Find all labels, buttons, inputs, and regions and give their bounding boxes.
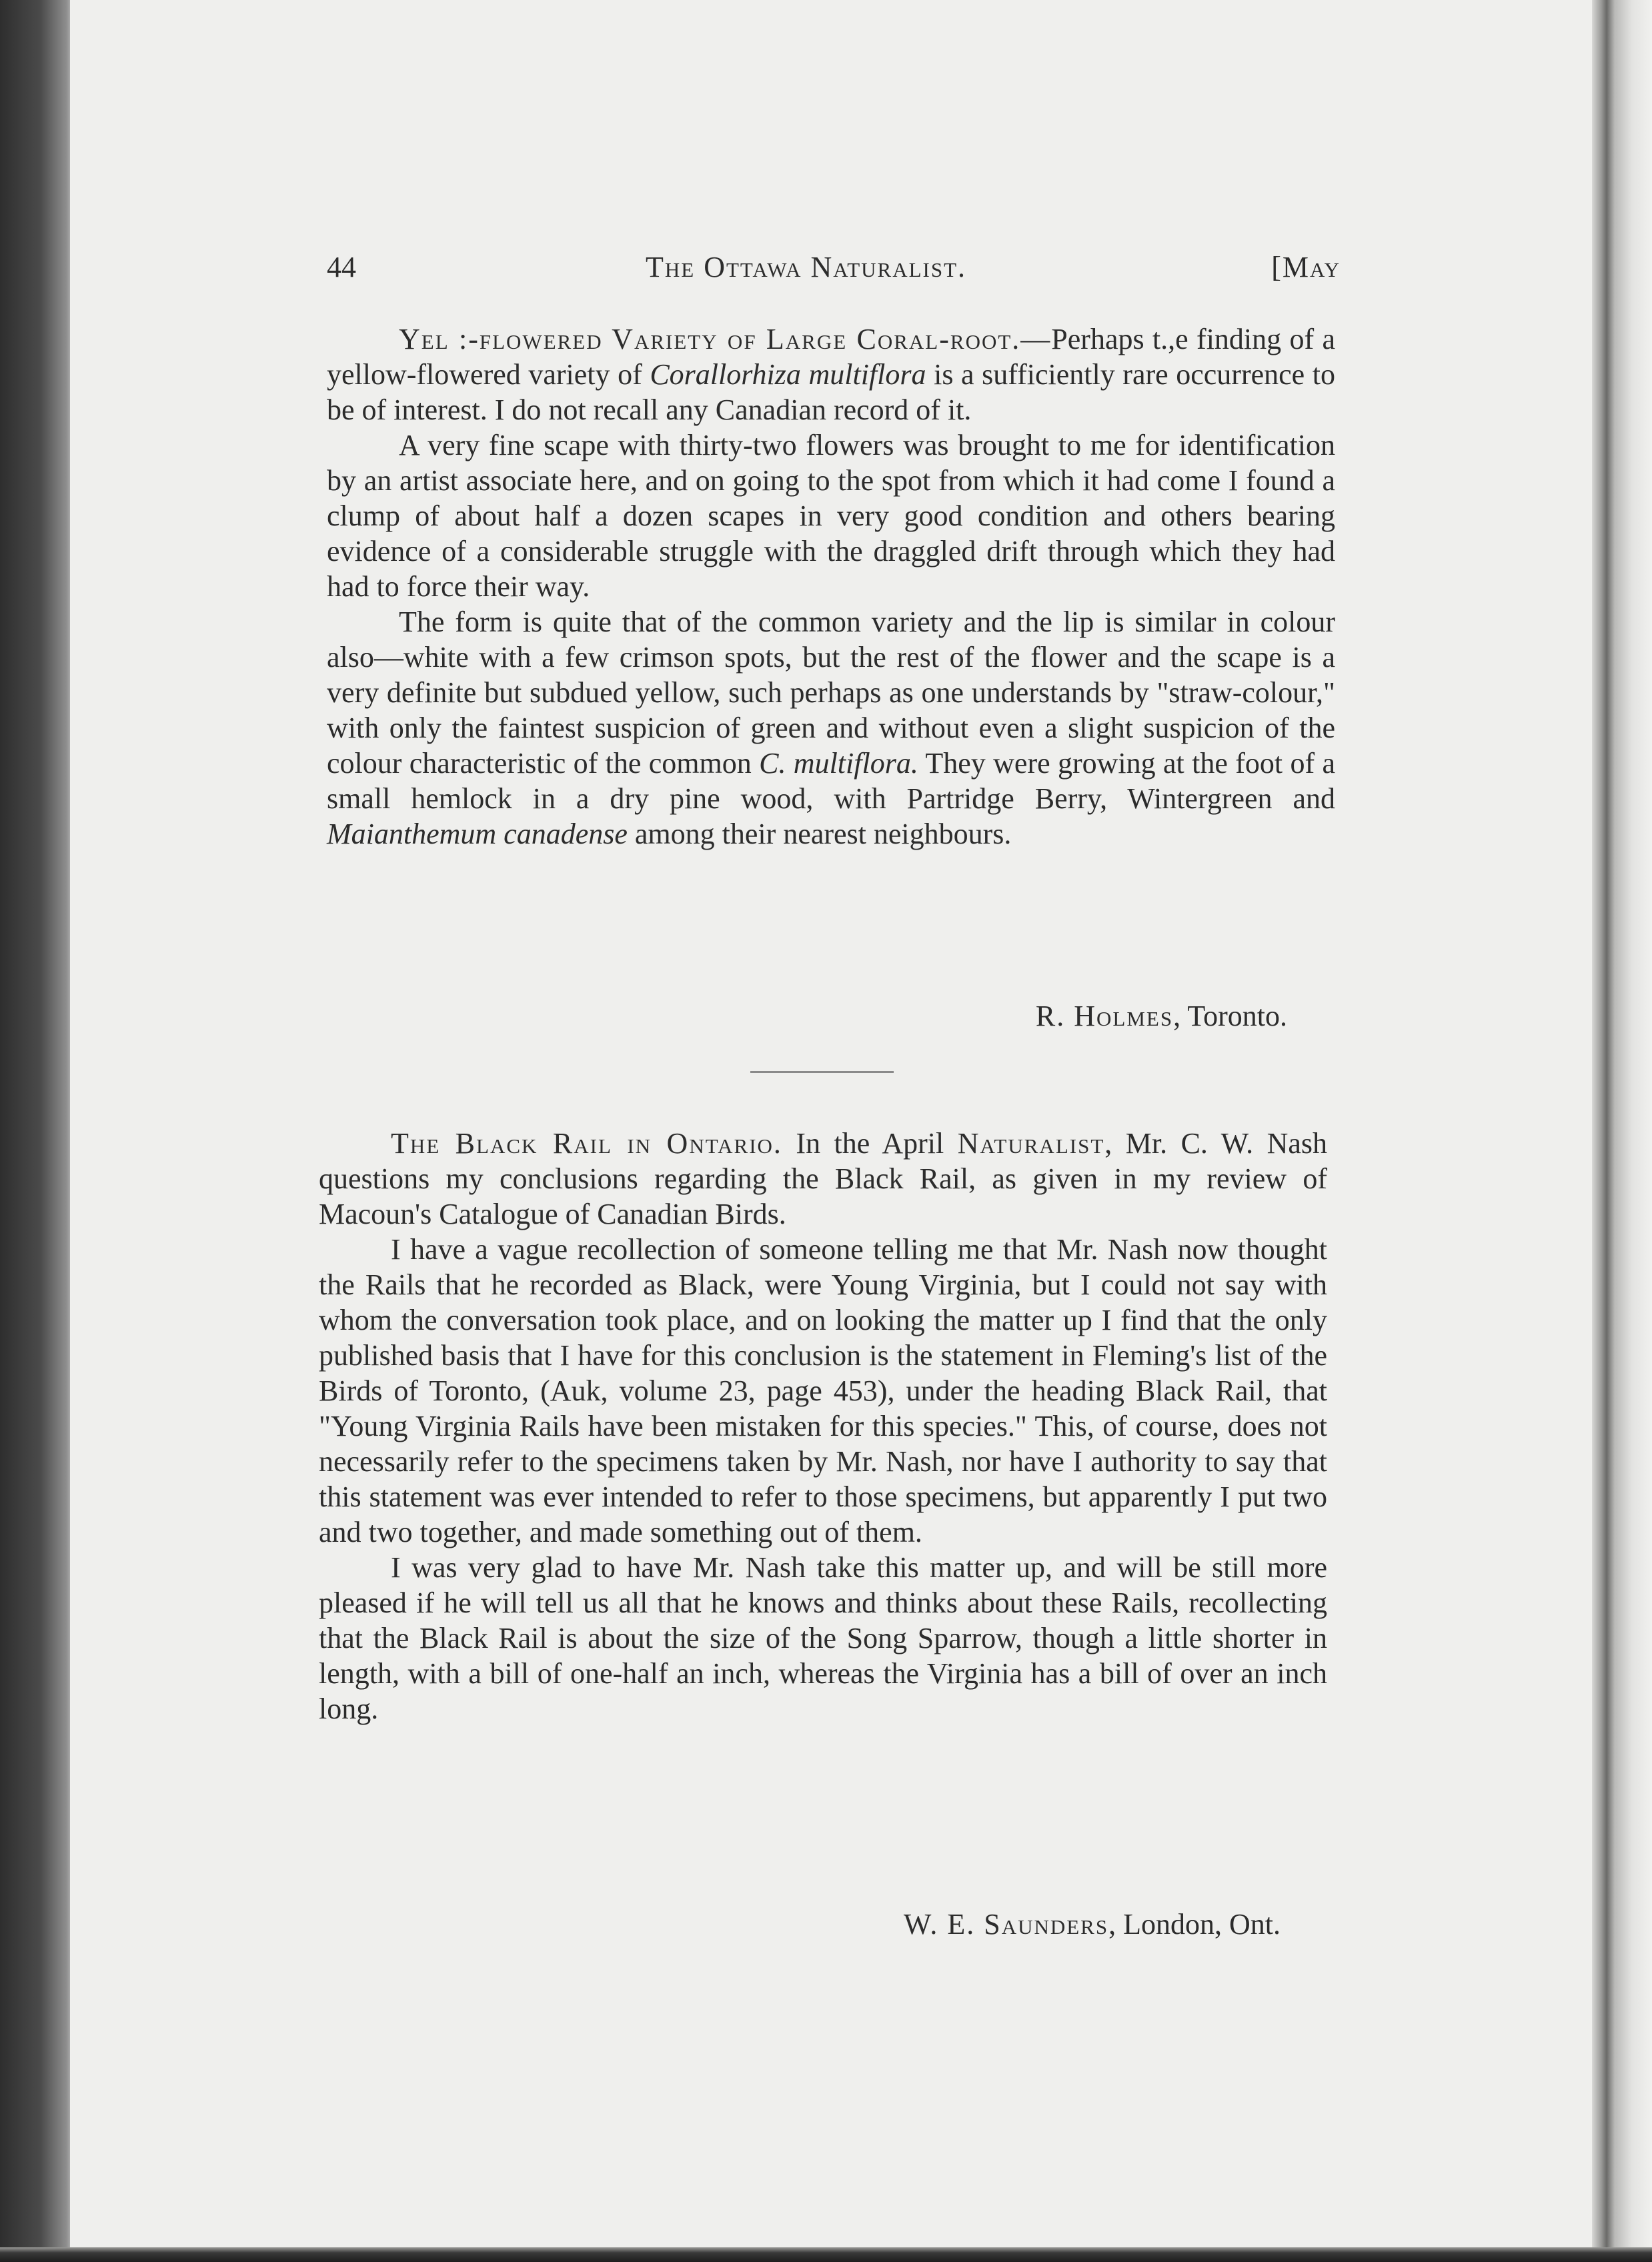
scan-bottom-edge bbox=[0, 2247, 1652, 2262]
article-black-rail-paragraph-2: I have a vague recollection of someone telling me that Mr. Nash now thought the Rails that he recorded as Black, were Young Virginia, but I could not say with whom the conversation took place, and on looking the matter up I find that the only published basis that I have for this conclusion is the statement in Fleming's list of the Birds of Toronto, (Auk, volume 23, page 453), under the heading Black Rail, that "Young Virginia Rails have been mistaken for this species." This, of course, does not necessarily refer to the specimens taken by Mr. Nash, nor have I authority to say that this statement was ever intended to refer to those specimens, but apparently I put two and two together, and made something out of them. bbox=[319, 1233, 1327, 1548]
author-place: , London, Ont. bbox=[1108, 1908, 1281, 1941]
article-black-rail-text: , Mr. C. W. Nash questions my conclusions regarding the Black Rail, as given in my review of Macoun's Catalogue of Canadian Birds. bbox=[319, 1127, 1327, 1230]
journal-reference: Naturalist bbox=[957, 1127, 1105, 1160]
author-name: W. E. Saunders bbox=[903, 1908, 1109, 1941]
journal-title: The Ottawa Naturalist. bbox=[646, 251, 967, 283]
running-header bbox=[327, 250, 1341, 290]
article-coral-root-text: among their nearest neighbours. bbox=[627, 818, 1012, 850]
article-coral-root-paragraph-3 bbox=[327, 604, 1335, 852]
article-black-rail-paragraph-3: I was very glad to have Mr. Nash take this matter up, and will be still more pleased if he will tell us all that he knows and thinks about these Rails, recollecting that the Black Rail is about the size of the Song Sparrow, though a little shorter in length, with a bill of one-half an inch, whereas the Virginia has a bill of over an inch long. bbox=[319, 1551, 1327, 1725]
article-black-rail bbox=[319, 1126, 1327, 1727]
page-number: 44 bbox=[327, 251, 356, 283]
article-black-rail-paragraph-1 bbox=[319, 1126, 1327, 1232]
article-black-rail-text: In the April bbox=[782, 1127, 958, 1160]
scan-left-margin bbox=[0, 0, 75, 2262]
author-place: , Toronto. bbox=[1173, 1000, 1287, 1032]
article-black-rail-title: The Black Rail in Ontario. bbox=[391, 1127, 782, 1160]
article-coral-root-paragraph-1 bbox=[327, 321, 1335, 427]
section-divider bbox=[750, 1071, 894, 1073]
article-coral-root-paragraph-2: A very fine scape with thirty-two flowers was brought to me for identification by an artist associate here, and on going to the spot from which it had come I found a clump of about half a dozen scapes in very good condition and others bearing evidence of a considerable struggle with the draggled drift through which they had had to force their way. bbox=[327, 429, 1335, 603]
author-signature-holmes bbox=[800, 999, 1287, 1033]
article-coral-root-text: Perhaps t.,e finding of a yellow-flowered variety of bbox=[327, 323, 1336, 391]
article-coral-root-title: Yel :-flowered Variety of Large Coral-root.— bbox=[399, 323, 1052, 355]
issue-month: [May bbox=[1271, 251, 1341, 283]
article-coral-root bbox=[327, 321, 1335, 852]
species-name: Corallorhiza multiflora bbox=[650, 358, 926, 391]
article-coral-root-text: They were growing at the foot of a small hemlock in a dry pine wood, with Partridge Berry, Wintergreen and bbox=[327, 747, 1336, 815]
scan-right-edge bbox=[1592, 0, 1652, 2262]
author-signature-saunders bbox=[734, 1907, 1281, 1941]
article-coral-root-text: The form is quite that of the common variety and the lip is similar in colour also—white with a few crimson spots, but the rest of the flower and the scape is a very definite but subdued yellow, such perhaps as one understands by "straw-colour," with only the faintest suspicion of green and without even a slight suspicion of the colour characteristic of the common bbox=[327, 606, 1335, 780]
article-coral-root-text: is a sufficiently rare occurrence to be of interest. I do not recall any Canadian record of it. bbox=[327, 358, 1335, 426]
species-name: Maianthemum canadense bbox=[327, 818, 628, 850]
author-name: R. Holmes bbox=[1035, 1000, 1174, 1032]
species-name: C. multiflora. bbox=[759, 747, 918, 780]
